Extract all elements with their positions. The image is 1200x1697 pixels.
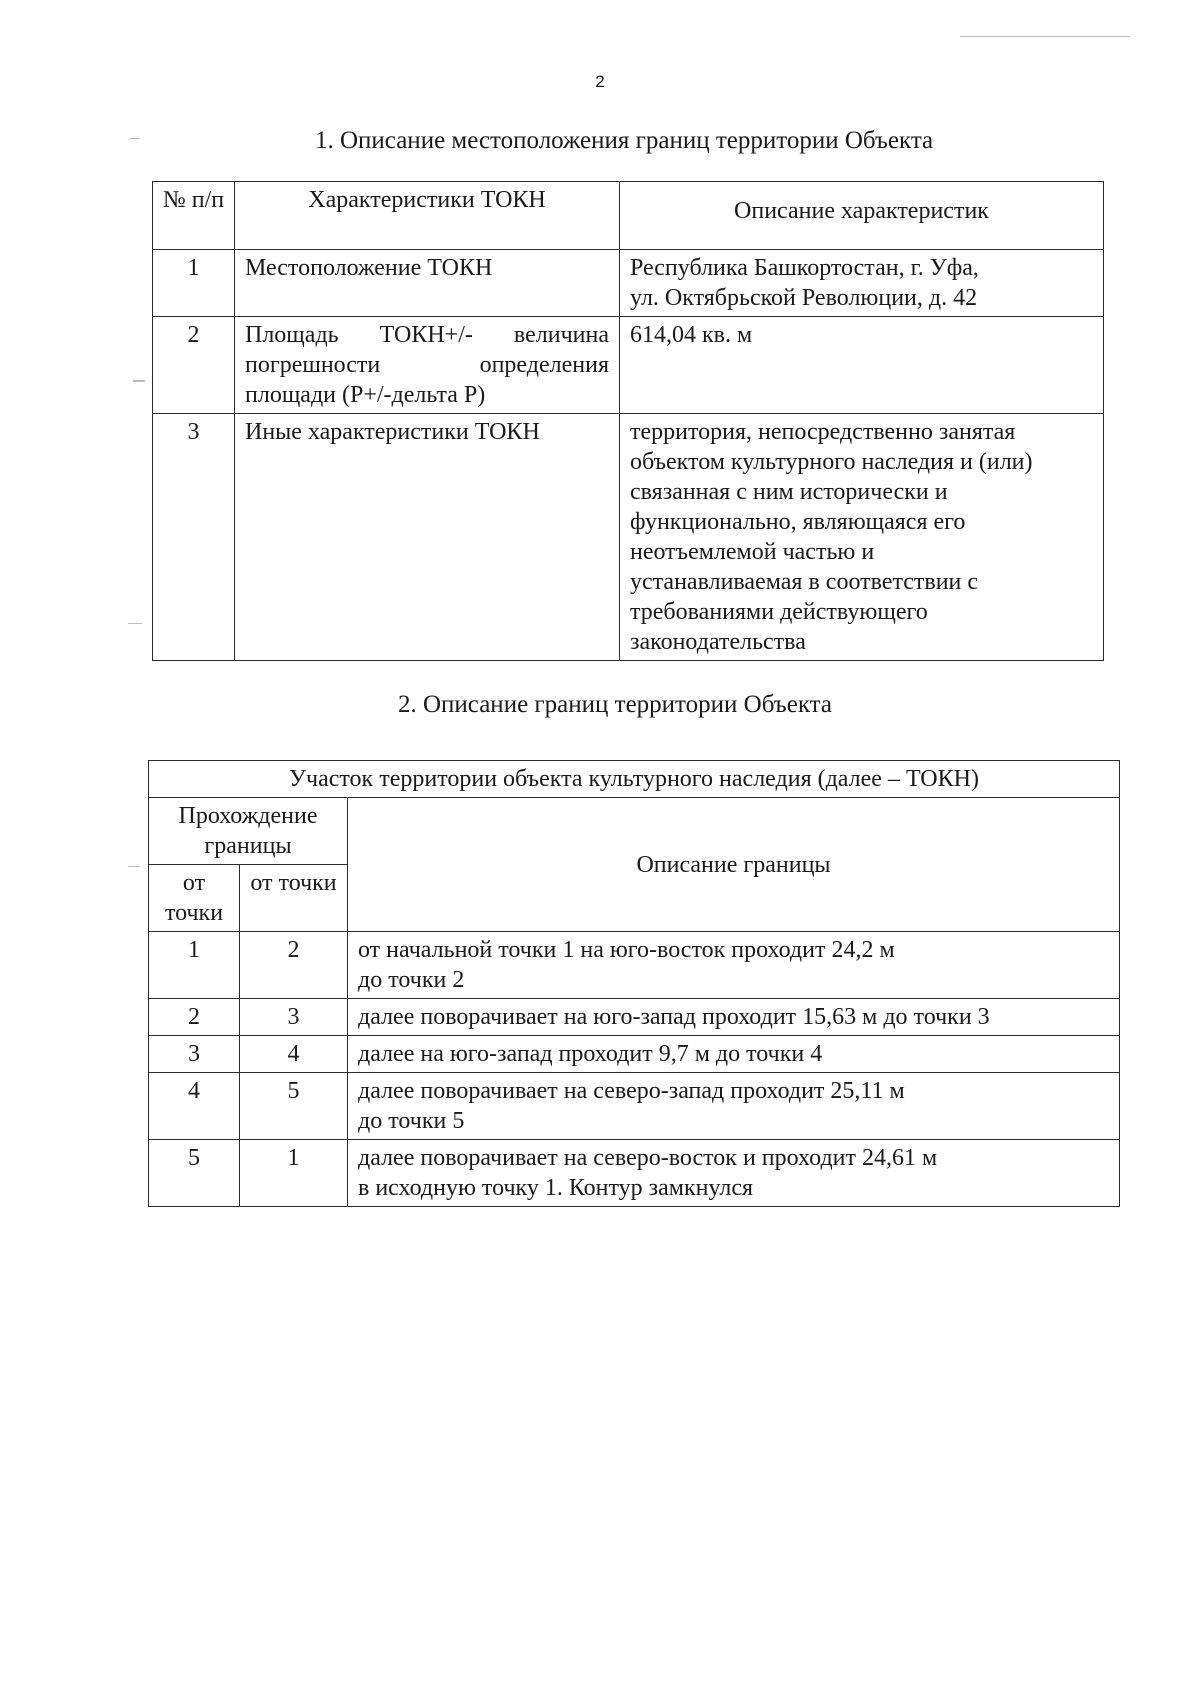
description-line: законодательства [630,629,806,655]
row-description [620,250,1104,317]
description-line: территория, непосредственно занятая [630,419,1016,445]
point-from: 4 [149,1073,240,1140]
point-to: 3 [240,999,348,1036]
table-title: Участок территории объекта культурного наследия (далее – ТОКН) [149,761,1120,798]
row-description: 614,04 кв. м [620,317,1104,414]
col-description-header: Описание характеристик [620,182,1104,250]
point-to: 5 [240,1073,348,1140]
row-description [620,414,1104,661]
boundary-description [348,1140,1120,1207]
description-line: до точки 2 [358,967,465,993]
row-characteristic: Местоположение ТОКН [235,250,620,317]
description-line: объектом культурного наследия и (или) [630,449,1033,475]
col-number-header: № п/п [153,182,235,250]
description-line: Республика Башкортостан, г. Уфа, [630,255,979,281]
description-line: далее поворачивает на северо-запад проходит 25,11 м [358,1078,905,1104]
point-from: 5 [149,1140,240,1207]
col-characteristic-header: Характеристики ТОКН [235,182,620,250]
boundary-description [348,1036,1120,1073]
description-line: далее на юго-запад проходит 9,7 м до точки 4 [358,1041,823,1067]
table-row [149,932,1120,999]
description-line: устанавливаемая в соответствии с [630,569,979,595]
scan-speck [128,623,142,624]
table-header-row [153,182,1104,250]
description-line: требованиями действующего [630,599,928,625]
scan-speck [960,36,1130,37]
point-from: 3 [149,1036,240,1073]
boundary-table [148,760,1120,1207]
scan-speck [133,380,145,382]
description-line: функционально, являющаяся его [630,509,966,535]
boundary-description [348,999,1120,1036]
characteristic-line: погрешности определения [245,352,609,378]
description-line: от начальной точки 1 на юго-восток проходит 24,2 м [358,937,895,963]
description-line: далее поворачивает на северо-восток и проходит 24,61 м [358,1145,938,1171]
description-line: в исходную точку 1. Контур замкнулся [358,1175,754,1201]
scan-speck [128,866,140,867]
description-line: ул. Октябрьской Революции, д. 42 [630,285,978,311]
table-row [149,1073,1120,1140]
table-row [153,250,1104,317]
row-number: 1 [153,250,235,317]
col-description-header: Описание границы [348,798,1120,932]
row-characteristic: Иные характеристики ТОКН [235,414,620,661]
section2-heading: 2. Описание границ территории Объекта [398,691,832,718]
description-line: далее поворачивает на юго-запад проходит 15,63 м до точки 3 [358,1004,990,1030]
characteristic-line: площади (Р+/-дельта Р) [245,382,486,408]
scan-speck [130,138,140,139]
page-number: 2 [595,72,605,91]
location-table [152,181,1104,661]
characteristic-line: Площадь ТОКН+/- величина [245,322,609,348]
point-to: 4 [240,1036,348,1073]
table-header-row [149,798,1120,865]
point-from: 1 [149,932,240,999]
description-line: связанная с ним исторически и [630,479,948,505]
point-from: 2 [149,999,240,1036]
boundary-description [348,932,1120,999]
section1-heading: 1. Описание местоположения границ территории Объекта [315,127,934,154]
boundary-description [348,1073,1120,1140]
col-to-header: от точки [240,865,348,932]
table-row [149,1140,1120,1207]
table-row [149,999,1120,1036]
table-title-row [149,761,1120,798]
row-number: 2 [153,317,235,414]
row-number: 3 [153,414,235,661]
col-group-header: Прохождение границы [149,798,348,865]
col-from-header: от точки [149,865,240,932]
row-characteristic [235,317,620,414]
point-to: 2 [240,932,348,999]
description-line: неотъемлемой частью и [630,539,875,565]
table-row [153,414,1104,661]
description-line: до точки 5 [358,1108,465,1134]
table-row [149,1036,1120,1073]
point-to: 1 [240,1140,348,1207]
table-row [153,317,1104,414]
